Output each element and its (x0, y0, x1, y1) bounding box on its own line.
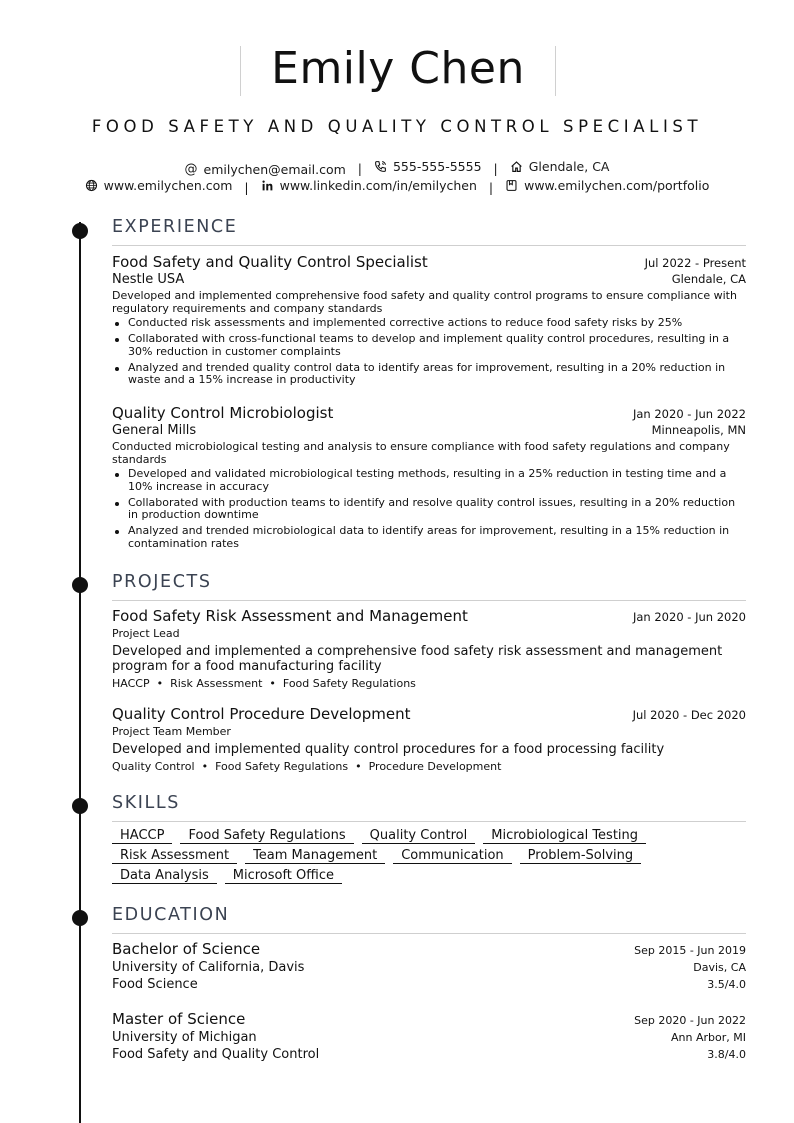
contact-row-primary (0, 159, 794, 177)
list-item: Conducted risk assessments and implemented corrective actions to reduce food safety risks by 25% (128, 317, 746, 330)
school-location: Davis, CA (693, 961, 746, 974)
project-role: Project Team Member (112, 725, 231, 738)
section-heading-skills: SKILLS (112, 793, 746, 822)
degree: Master of Science (112, 1010, 246, 1028)
project-role: Project Lead (112, 627, 180, 640)
phone-icon (374, 160, 387, 173)
skill-tag: Risk Assessment (112, 848, 237, 864)
company-name: Nestle USA (112, 272, 185, 287)
job-location: Minneapolis, MN (651, 423, 746, 437)
job-location: Glendale, CA (671, 272, 746, 286)
education-dates: Sep 2015 - Jun 2019 (634, 944, 746, 957)
contact-website[interactable] (85, 178, 233, 193)
education-entry (112, 1010, 746, 1062)
timeline-dot-projects (72, 577, 88, 593)
timeline-dot-skills (72, 798, 88, 814)
project-title: Food Safety Risk Assessment and Management (112, 607, 468, 625)
phone-text[interactable]: 555-555-5555 (392, 159, 482, 174)
project-tags: HACCP • Risk Assessment • Food Safety Regulations (112, 677, 416, 690)
project-tags: Quality Control • Food Safety Regulations • Procedure Development (112, 760, 502, 773)
project-title: Quality Control Procedure Development (112, 705, 411, 723)
timeline-dot-education (72, 910, 88, 926)
company-name: General Mills (112, 423, 197, 438)
candidate-name: Emily Chen (271, 43, 525, 94)
job-description: Developed and implemented comprehensive food safety and quality control programs to ensure compliance with regulatory requirements and company standards (112, 289, 737, 315)
skill-tag: Microbiological Testing (483, 828, 646, 844)
separator: | (357, 161, 362, 176)
tag: Procedure Development (368, 760, 502, 773)
job-dates: Jul 2022 - Present (644, 256, 746, 270)
tag: HACCP (112, 677, 150, 690)
skill-tag: Data Analysis (112, 868, 217, 884)
timeline-dot-experience (72, 223, 88, 239)
list-item: Collaborated with cross-functional teams to develop and implement quality control procedures, resulting in a 30% reduction in customer complaints (128, 333, 746, 358)
tag: Food Safety Regulations (215, 760, 349, 773)
project-description: Developed and implemented quality control procedures for a food processing facility (112, 742, 665, 757)
tag: Risk Assessment (170, 677, 263, 690)
degree: Bachelor of Science (112, 940, 261, 958)
gpa: 3.8/4.0 (707, 1048, 746, 1061)
contact-portfolio[interactable] (505, 178, 709, 193)
list-item: Analyzed and trended microbiological data to identify areas for improvement, resulting in a 15% reduction in contamination rates (128, 525, 746, 550)
project-entry (112, 705, 746, 773)
contact-email[interactable] (185, 162, 346, 177)
school-name: University of California, Davis (112, 960, 305, 975)
portfolio-text[interactable]: www.emilychen.com/portfolio (524, 178, 710, 193)
achievement-list (112, 468, 746, 550)
name-block (240, 43, 556, 96)
skill-tag: Communication (393, 848, 511, 864)
job-title-text: Food Safety and Quality Control Specialist (112, 253, 428, 271)
contact-location (510, 159, 610, 174)
contact-linkedin[interactable] (261, 178, 477, 193)
section-heading-projects: PROJECTS (112, 572, 746, 601)
globe-icon (85, 179, 98, 192)
education-entry (112, 940, 746, 992)
skill-tag: Problem-Solving (520, 848, 641, 864)
skills-list (112, 828, 746, 888)
tag: Quality Control (112, 760, 195, 773)
at-sign-icon: @ (184, 162, 198, 177)
skill-tag: Quality Control (362, 828, 476, 844)
gpa: 3.5/4.0 (707, 978, 746, 991)
tag: Food Safety Regulations (282, 677, 416, 690)
linkedin-text[interactable]: www.linkedin.com/in/emilychen (279, 178, 477, 193)
field-of-study: Food Safety and Quality Control (112, 1047, 320, 1062)
project-dates: Jan 2020 - Jun 2020 (632, 610, 746, 624)
project-entry (112, 607, 746, 690)
home-icon (510, 160, 523, 173)
job-title-text: Quality Control Microbiologist (112, 404, 334, 422)
separator: | (244, 180, 249, 195)
list-item: Developed and validated microbiological testing methods, resulting in a 25% reduction in testing time and a 10% increase in accuracy (128, 468, 746, 493)
section-heading-experience: EXPERIENCE (112, 217, 746, 246)
contact-row-links (0, 178, 794, 195)
experience-entry (112, 253, 746, 390)
job-title: FOOD SAFETY AND QUALITY CONTROL SPECIALIST (91, 117, 703, 136)
email-text[interactable]: emilychen@email.com (203, 162, 346, 177)
skill-tag: Team Management (245, 848, 385, 864)
contact-phone[interactable] (374, 159, 482, 174)
skill-tag: Food Safety Regulations (180, 828, 353, 844)
education-dates: Sep 2020 - Jun 2022 (634, 1014, 746, 1027)
experience-entry (112, 404, 746, 554)
timeline-line (79, 222, 81, 1123)
list-item: Collaborated with production teams to identify and resolve quality control issues, resulting in a 20% reduction in production downtime (128, 497, 746, 522)
project-dates: Jul 2020 - Dec 2020 (632, 708, 746, 722)
linkedin-icon (261, 179, 274, 192)
separator: | (493, 161, 498, 176)
field-of-study: Food Science (112, 977, 198, 992)
job-description: Conducted microbiological testing and analysis to ensure compliance with food safety regulations and company standards (112, 440, 730, 466)
achievement-list (112, 317, 746, 387)
portfolio-icon (505, 179, 518, 192)
section-heading-education: EDUCATION (112, 905, 746, 934)
list-item: Analyzed and trended quality control data to identify areas for improvement, resulting in a 20% reduction in waste and a 15% increase in productivity (128, 362, 746, 387)
location-text: Glendale, CA (528, 159, 610, 174)
website-text[interactable]: www.emilychen.com (103, 178, 233, 193)
school-name: University of Michigan (112, 1030, 257, 1045)
job-dates: Jan 2020 - Jun 2022 (632, 407, 746, 421)
project-description: Developed and implemented a comprehensive food safety risk assessment and management program for a food manufacturing facility (112, 644, 723, 674)
skill-tag: HACCP (112, 828, 172, 844)
school-location: Ann Arbor, MI (671, 1031, 746, 1044)
skill-tag: Microsoft Office (225, 868, 342, 884)
separator: | (488, 180, 494, 195)
